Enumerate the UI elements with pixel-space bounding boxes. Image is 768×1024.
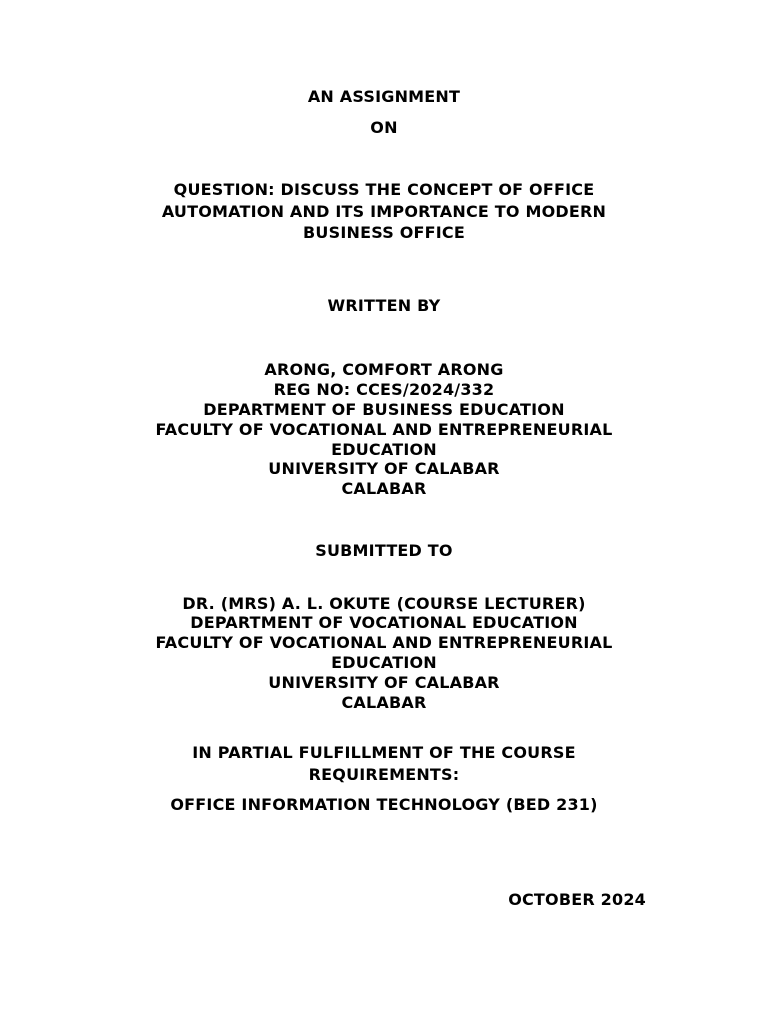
question-line-3: BUSINESS OFFICE bbox=[303, 223, 465, 242]
author-name: ARONG, COMFORT ARONG bbox=[264, 360, 504, 379]
author-reg-no: REG NO: CCES/2024/332 bbox=[273, 380, 495, 399]
author-department: DEPARTMENT OF BUSINESS EDUCATION bbox=[203, 400, 565, 419]
lecturer-faculty-line-1: FACULTY OF VOCATIONAL AND ENTREPRENEURIAL bbox=[155, 633, 613, 652]
lecturer-name: DR. (MRS) A. L. OKUTE (COURSE LECTURER) bbox=[182, 594, 586, 613]
submitted-to-label: SUBMITTED TO bbox=[315, 541, 453, 560]
author-faculty-line-1: FACULTY OF VOCATIONAL AND ENTREPRENEURIAL bbox=[155, 420, 613, 439]
author-faculty-line-2: EDUCATION bbox=[331, 440, 437, 459]
assignment-on: ON bbox=[370, 118, 398, 137]
course-title: OFFICE INFORMATION TECHNOLOGY (BED 231) bbox=[170, 795, 598, 814]
lecturer-faculty-line-2: EDUCATION bbox=[331, 653, 437, 672]
lecturer-university: UNIVERSITY OF CALABAR bbox=[268, 673, 500, 692]
question-line-2: AUTOMATION AND ITS IMPORTANCE TO MODERN bbox=[161, 202, 607, 221]
question-line-1: QUESTION: DISCUSS THE CONCEPT OF OFFICE bbox=[173, 180, 595, 199]
assignment-title: AN ASSIGNMENT bbox=[307, 87, 461, 106]
fulfillment-line-1: IN PARTIAL FULFILLMENT OF THE COURSE bbox=[192, 743, 576, 762]
lecturer-department: DEPARTMENT OF VOCATIONAL EDUCATION bbox=[190, 613, 578, 632]
lecturer-city: CALABAR bbox=[341, 693, 427, 712]
written-by-label: WRITTEN BY bbox=[327, 296, 441, 315]
submission-date: OCTOBER 2024 bbox=[508, 890, 646, 909]
author-university: UNIVERSITY OF CALABAR bbox=[268, 459, 500, 478]
author-city: CALABAR bbox=[341, 479, 427, 498]
fulfillment-line-2: REQUIREMENTS: bbox=[308, 765, 460, 784]
